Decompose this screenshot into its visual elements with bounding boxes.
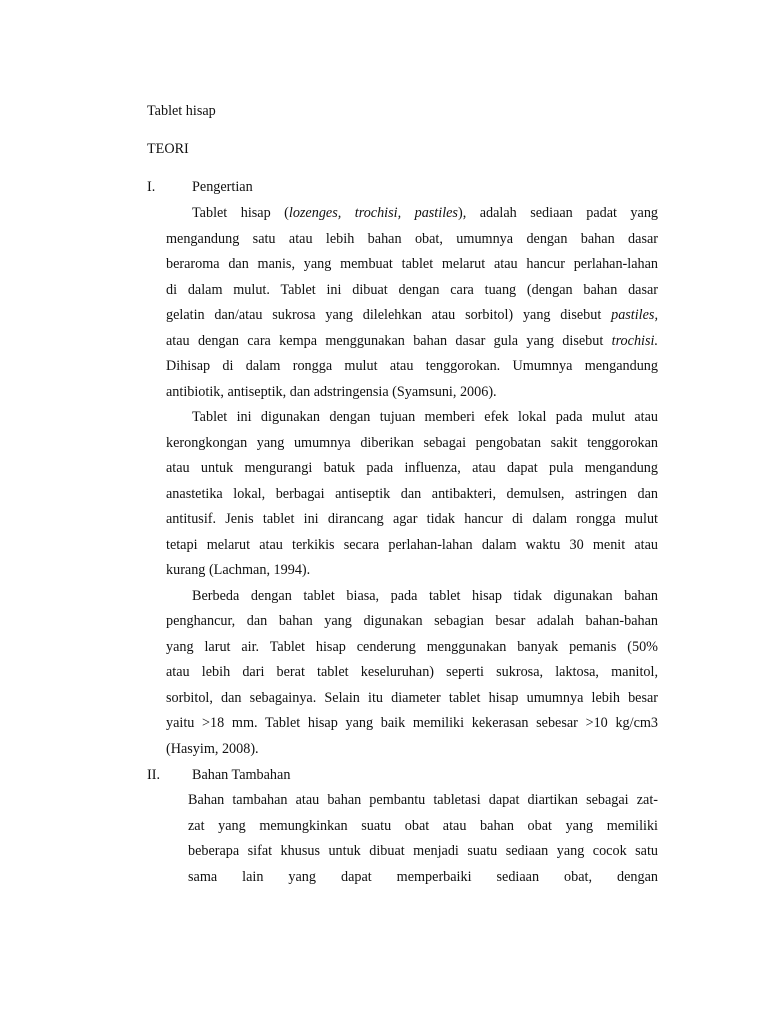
- paragraph-line: tetapi melarut atau terkikis secara perlahan-lahan dalam waktu 30 menit atau: [166, 537, 658, 553]
- paragraph-line: antibiotik, antiseptik, dan adstringensia (Syamsuni, 2006).: [166, 384, 497, 400]
- paragraph-line: antitusif. Jenis tablet ini dirancang agar tidak hancur di dalam rongga mulut: [166, 511, 658, 527]
- section-label: TEORI: [147, 141, 189, 157]
- paragraph-line: Tablet hisap (lozenges, trochisi, pastiles), adalah sediaan padat yang: [192, 205, 658, 221]
- paragraph-line: sama lain yang dapat memperbaiki sediaan obat, dengan: [188, 869, 658, 885]
- paragraph-line: zat yang memungkinkan suatu obat atau bahan obat yang memiliki: [188, 818, 658, 834]
- paragraph-line: yang larut air. Tablet hisap cenderung menggunakan banyak pemanis (50%: [166, 639, 658, 655]
- paragraph-line: Tablet ini digunakan dengan tujuan memberi efek lokal pada mulut atau: [192, 409, 658, 425]
- paragraph-line: atau untuk mengurangi batuk pada influenza, atau dapat pula mengandung: [166, 460, 658, 476]
- section-1-heading: Pengertian: [192, 179, 253, 195]
- paragraph-line: kerongkongan yang umumnya diberikan sebagai pengobatan sakit tenggorokan: [166, 435, 658, 451]
- paragraph-line: kurang (Lachman, 1994).: [166, 562, 311, 578]
- section-2-heading: Bahan Tambahan: [192, 767, 291, 783]
- paragraph-line: mengandung satu atau lebih bahan obat, umumnya dengan bahan dasar: [166, 231, 658, 247]
- paragraph-line: (Hasyim, 2008).: [166, 741, 259, 757]
- paragraph-line: yaitu >18 mm. Tablet hisap yang baik memiliki kekerasan sebesar >10 kg/cm3: [166, 715, 658, 731]
- paragraph-line: anastetika lokal, berbagai antiseptik dan antibakteri, demulsen, astringen dan: [166, 486, 658, 502]
- paragraph-line: penghancur, dan bahan yang digunakan sebagian besar adalah bahan-bahan: [166, 613, 658, 629]
- paragraph-line: atau dengan cara kempa menggunakan bahan dasar gula yang disebut trochisi.: [166, 333, 658, 349]
- paragraph-line: Dihisap di dalam rongga mulut atau tenggorokan. Umumnya mengandung: [166, 358, 658, 374]
- paragraph-line: di dalam mulut. Tablet ini dibuat dengan cara tuang (dengan bahan dasar: [166, 282, 658, 298]
- paragraph-line: beraroma dan manis, yang membuat tablet melarut atau hancur perlahan-lahan: [166, 256, 658, 272]
- paragraph-line: atau lebih dari berat tablet keseluruhan) seperti sukrosa, laktosa, manitol,: [166, 664, 658, 680]
- paragraph-line: sorbitol, dan sebagainya. Selain itu diameter tablet hisap umumnya lebih besar: [166, 690, 658, 706]
- paragraph-line: Bahan tambahan atau bahan pembantu tabletasi dapat diartikan sebagai zat-: [188, 792, 658, 808]
- section-2-number: II.: [147, 767, 160, 783]
- section-1-number: I.: [147, 179, 156, 195]
- paragraph-line: Berbeda dengan tablet biasa, pada tablet hisap tidak digunakan bahan: [192, 588, 658, 604]
- paragraph-line: beberapa sifat khusus untuk dibuat menjadi suatu sediaan yang cocok satu: [188, 843, 658, 859]
- paragraph-line: gelatin dan/atau sukrosa yang dilelehkan atau sorbitol) yang disebut pastiles,: [166, 307, 658, 323]
- document-title: Tablet hisap: [147, 103, 216, 119]
